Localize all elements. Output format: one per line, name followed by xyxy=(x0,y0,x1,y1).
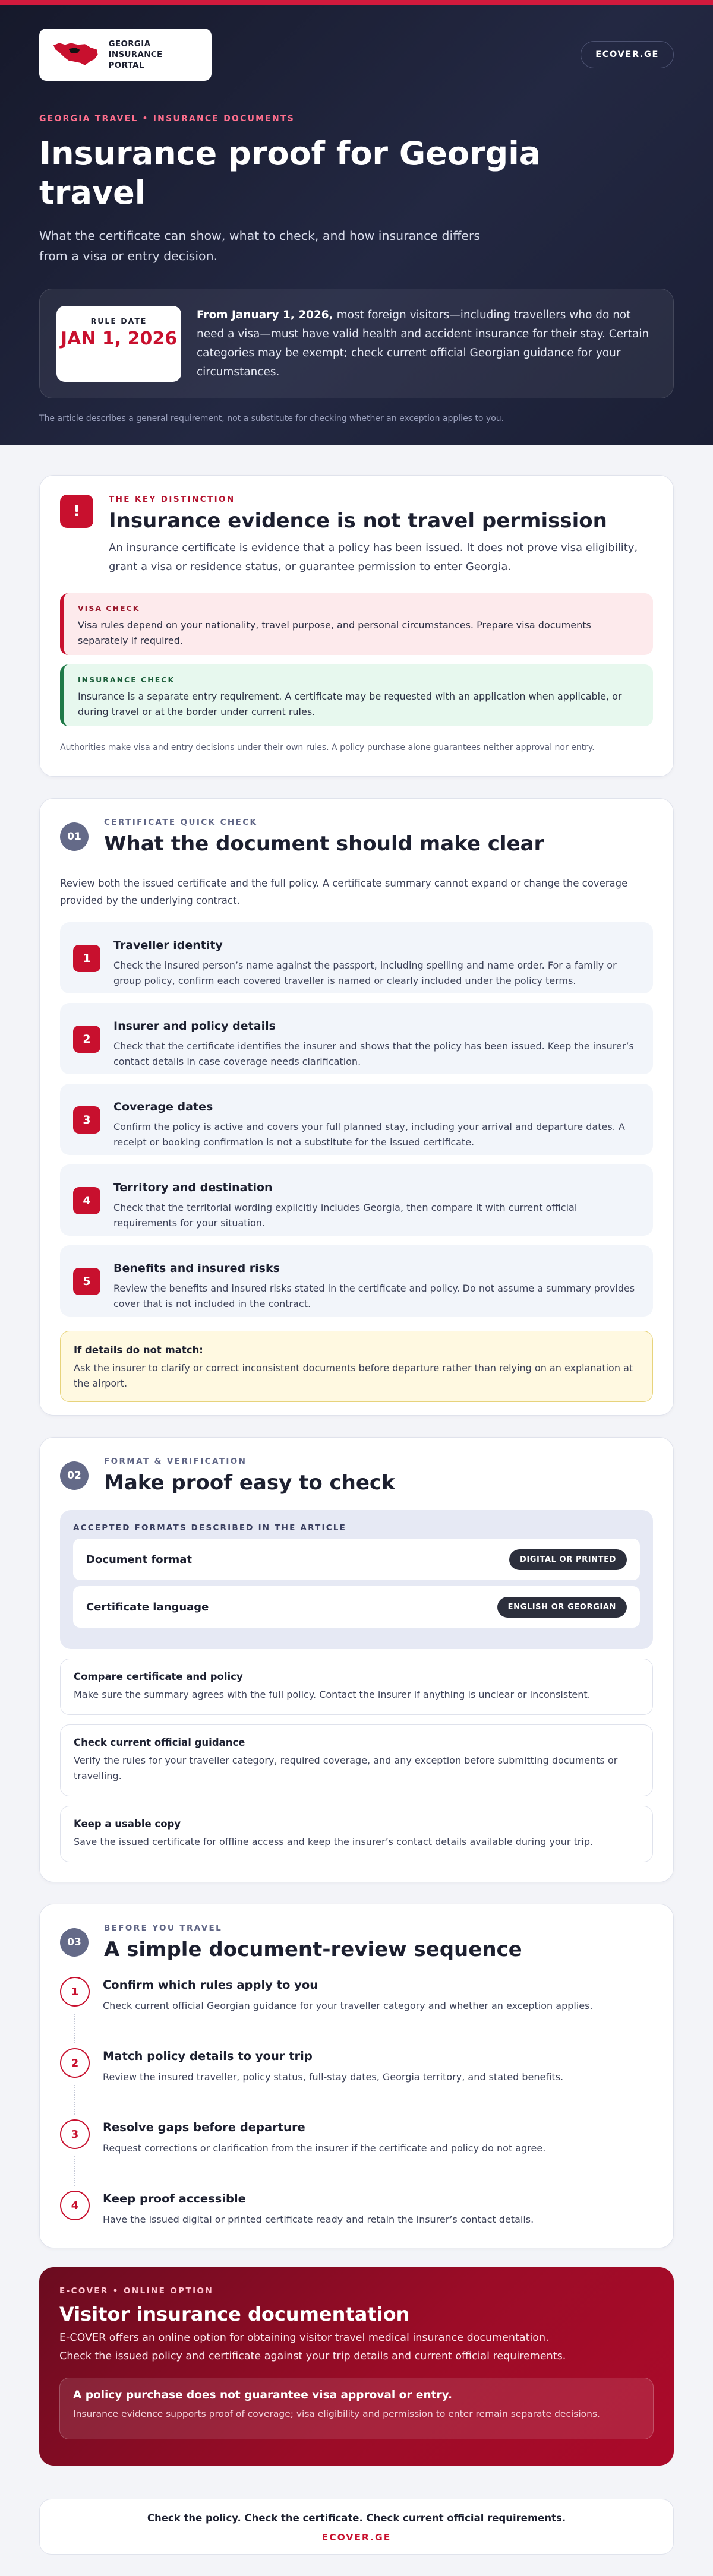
certificate-check-card xyxy=(39,798,674,1416)
verify-item-title: Keep a usable copy xyxy=(74,1818,181,1830)
check-item-number: 3 xyxy=(73,1106,100,1134)
step-list xyxy=(60,1977,653,2262)
key-distinction-card xyxy=(39,475,674,777)
step-item xyxy=(60,1977,653,2048)
logo-text-line2: INSURANCE PORTAL xyxy=(108,50,163,70)
verify-item-text: Verify the rules for your traveller category, required coverage, and any exception before submitting documents or travelling. xyxy=(74,1755,618,1781)
step-connector xyxy=(74,2156,75,2186)
rule-text xyxy=(197,306,657,382)
key-distinction-header xyxy=(60,495,653,577)
mismatch-title: If details do not match: xyxy=(74,1344,203,1356)
review-sequence-card xyxy=(39,1904,674,2248)
hero-note: The article describes a general requirement, not a substitute for checking whether an exception applies to you. xyxy=(39,414,504,423)
visa-check-text: Visa rules depend on your nationality, travel purpose, and personal circumstances. Prepare visa documents separately if required. xyxy=(78,619,591,646)
verify-item-title: Compare certificate and policy xyxy=(74,1671,243,1682)
step-item xyxy=(60,2048,653,2119)
format-header xyxy=(60,1457,653,1496)
section-number-badge: 02 xyxy=(60,1461,89,1490)
step-item xyxy=(60,2191,653,2262)
step-text: Request corrections or clarification from the insurer if the certificate and policy do not agree. xyxy=(103,2143,546,2154)
ecover-eyebrow: E-COVER • ONLINE OPTION xyxy=(59,2286,214,2296)
key-distinction-intro: An insurance certificate is evidence that a policy has been issued. It does not prove visa eligibility, grant a visa or residence status, or guarantee permission to enter Georgia. xyxy=(109,542,638,573)
step-body xyxy=(103,1977,593,2048)
check-item-territory xyxy=(60,1164,653,1236)
verify-item-compare xyxy=(60,1659,653,1715)
top-bar xyxy=(39,5,674,81)
ecover-text-line1: E-COVER offers an online option for obtaining visitor travel medical insurance documentation. xyxy=(59,2332,549,2344)
rule-date-value: JAN 1, 2026 xyxy=(60,328,178,349)
step-number: 1 xyxy=(60,1977,90,2007)
accepted-formats-panel xyxy=(60,1510,653,1649)
rule-date-card xyxy=(56,306,181,382)
insurance-check-text: Insurance is a separate entry requirement. A certificate may be requested with an application when applicable, or during travel or at the border under current rules. xyxy=(78,691,622,717)
check-item-title: Traveller identity xyxy=(113,939,223,952)
section-number-badge: 01 xyxy=(60,822,89,851)
certificate-check-heading xyxy=(104,818,544,857)
visa-check-callout xyxy=(60,593,653,655)
format-verification-card xyxy=(39,1437,674,1882)
insurance-check-label: INSURANCE CHECK xyxy=(78,675,175,684)
certificate-check-header xyxy=(60,818,653,857)
hero-section xyxy=(0,0,713,445)
hero-subtitle: What the certificate can show, what to check, and how insurance differs from a visa or entry decision. xyxy=(39,229,481,263)
step-body xyxy=(103,2119,545,2191)
format-row-document xyxy=(73,1539,640,1580)
check-item-desc: Confirm the policy is active and covers your full planned stay, including your arrival and departure dates. A receipt or booking confirmation is not a substitute for the issued certificate. xyxy=(113,1121,625,1148)
format-row-name: Document format xyxy=(86,1553,193,1566)
verify-item-text: Save the issued certificate for offline access and keep the insurer’s contact details available during your trip. xyxy=(74,1836,594,1847)
check-item-dates xyxy=(60,1084,653,1155)
verify-item-guidance xyxy=(60,1724,653,1796)
check-item-number: 2 xyxy=(73,1026,100,1053)
check-item-insurer xyxy=(60,1003,653,1074)
step-title: Match policy details to your trip xyxy=(103,2049,313,2063)
sequence-heading xyxy=(104,1923,522,1963)
insurance-check-callout xyxy=(60,664,653,726)
check-item-number: 1 xyxy=(73,945,100,972)
verify-item-title: Check current official guidance xyxy=(74,1737,245,1748)
step-number: 2 xyxy=(60,2048,90,2078)
format-row-language xyxy=(73,1586,640,1628)
logo-text-line1: GEORGIA xyxy=(108,39,151,49)
format-row-badge: ENGLISH OR GEORGIAN xyxy=(497,1597,627,1618)
certificate-check-intro: Review both the issued certificate and the full policy. A certificate summary cannot expand or change the coverage provided by the underlying contract. xyxy=(60,878,628,906)
step-text: Check current official Georgian guidance for your traveller category and whether an exception applies. xyxy=(103,2000,593,2011)
ecover-disclaimer-title: A policy purchase does not guarantee visa approval or entry. xyxy=(73,2389,452,2401)
step-title: Confirm which rules apply to you xyxy=(103,1978,318,1992)
ecover-text xyxy=(59,2329,654,2366)
check-item-body xyxy=(113,934,640,986)
step-title: Keep proof accessible xyxy=(103,2192,246,2205)
certificate-check-title: What the document should make clear xyxy=(104,832,544,856)
format-row-badge: DIGITAL OR PRINTED xyxy=(509,1549,627,1570)
verify-item-text: Make sure the summary agrees with the full policy. Contact the insurer if anything is unclear or inconsistent. xyxy=(74,1689,591,1700)
step-number: 3 xyxy=(60,2119,90,2149)
format-eyebrow: FORMAT & VERIFICATION xyxy=(104,1457,247,1466)
rule-date-label: RULE DATE xyxy=(90,316,147,325)
key-distinction-heading xyxy=(109,495,653,577)
step-connector xyxy=(74,2085,75,2115)
check-item-body xyxy=(113,1176,640,1229)
check-list xyxy=(60,922,653,1317)
georgia-map-icon xyxy=(51,39,100,70)
ecover-disclaimer-text: Insurance evidence supports proof of coverage; visa eligibility and permission to enter remain separate decisions. xyxy=(73,2409,600,2419)
hero-eyebrow: GEORGIA TRAVEL • INSURANCE DOCUMENTS xyxy=(39,114,295,124)
format-heading xyxy=(104,1457,395,1496)
site-logo[interactable] xyxy=(39,29,212,81)
footer-site-link[interactable]: ECOVER.GE xyxy=(321,2532,392,2543)
check-item-desc: Check that the territorial wording explicitly includes Georgia, then compare it with current official requirements for your situation. xyxy=(113,1202,578,1229)
step-text: Have the issued digital or printed certificate ready and retain the insurer’s contact details. xyxy=(103,2214,534,2225)
step-title: Resolve gaps before departure xyxy=(103,2121,305,2134)
page-footer xyxy=(39,2499,674,2555)
check-item-number: 4 xyxy=(73,1187,100,1214)
footer-tagline: Check the policy. Check the certificate. Check current official requirements. xyxy=(147,2512,566,2524)
visa-check-label: VISA CHECK xyxy=(78,604,140,613)
format-title: Make proof easy to check xyxy=(104,1471,395,1495)
mismatch-text: Ask the insurer to clarify or correct inconsistent documents before departure rather than relying on an explanation at the airport. xyxy=(74,1362,633,1389)
format-row-name: Certificate language xyxy=(86,1600,209,1613)
ecover-text-line2: Check the issued policy and certificate against your trip details and current official requirements. xyxy=(59,2350,566,2362)
check-item-title: Insurer and policy details xyxy=(113,1020,276,1033)
step-body xyxy=(103,2191,534,2262)
ecover-promo-card xyxy=(39,2267,674,2466)
accepted-formats-label: ACCEPTED FORMATS DESCRIBED IN THE ARTICLE xyxy=(73,1523,347,1533)
site-link[interactable]: ECOVER.GE xyxy=(581,41,674,68)
check-item-benefits xyxy=(60,1245,653,1317)
check-item-title: Benefits and insured risks xyxy=(113,1262,280,1275)
rule-text-bold: From January 1, 2026, xyxy=(197,308,333,321)
section-number-badge: 03 xyxy=(60,1928,89,1957)
verify-item-copy xyxy=(60,1806,653,1862)
check-item-body xyxy=(113,1257,640,1309)
check-item-title: Territory and destination xyxy=(113,1181,273,1194)
step-number: 4 xyxy=(60,2191,90,2220)
check-item-body xyxy=(113,1015,640,1067)
page-title: Insurance proof for Georgia travel xyxy=(39,135,541,211)
check-item-identity xyxy=(60,922,653,993)
check-item-desc: Check that the certificate identifies the insurer and shows that the policy has been issued. Keep the insurer’s contact details in case coverage needs clarification. xyxy=(113,1040,634,1067)
ecover-title: Visitor insurance documentation xyxy=(59,2303,410,2325)
sequence-header xyxy=(60,1923,653,1963)
step-item xyxy=(60,2119,653,2191)
logo-text xyxy=(109,39,200,71)
key-distinction-title: Insurance evidence is not travel permission xyxy=(109,509,607,533)
check-item-desc: Review the benefits and insured risks stated in the certificate and policy. Do not assume a summary provides cover that is not included in the contract. xyxy=(113,1283,635,1309)
check-item-number: 5 xyxy=(73,1268,100,1295)
sequence-title: A simple document-review sequence xyxy=(104,1938,522,1961)
alert-badge: ! xyxy=(60,495,93,528)
sequence-eyebrow: BEFORE YOU TRAVEL xyxy=(104,1923,223,1933)
rule-text-body: most foreign visitors—including travellers who do not need a visa—must have valid health and accident insurance for their stay. Certain categories may be exempt; check current official Georgian guidance for your circumstances. xyxy=(197,308,649,378)
check-item-title: Coverage dates xyxy=(113,1100,213,1113)
mismatch-notice xyxy=(60,1331,653,1402)
key-distinction-eyebrow: THE KEY DISTINCTION xyxy=(109,495,235,504)
step-text: Review the insured traveller, policy status, full-stay dates, Georgia territory, and stated benefits. xyxy=(103,2071,564,2083)
step-connector xyxy=(74,2014,75,2043)
ecover-disclaimer-box xyxy=(59,2378,654,2439)
step-body xyxy=(103,2048,563,2119)
rule-date-box xyxy=(39,289,674,398)
certificate-check-eyebrow: CERTIFICATE QUICK CHECK xyxy=(104,818,258,827)
check-item-body xyxy=(113,1096,640,1148)
check-item-desc: Check the insured person’s name against the passport, including spelling and name order. For a family or group policy, confirm each covered traveller is named or clearly included under the policy terms. xyxy=(113,960,617,986)
key-distinction-footnote: Authorities make visa and entry decisions under their own rules. A policy purchase alone guarantees neither approval nor entry. xyxy=(60,743,595,752)
